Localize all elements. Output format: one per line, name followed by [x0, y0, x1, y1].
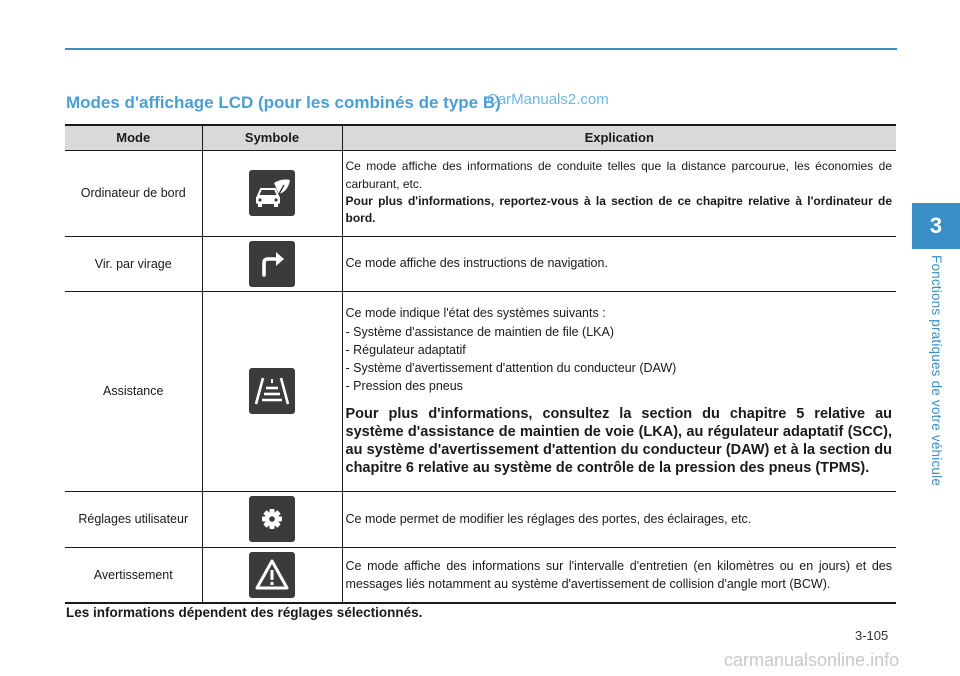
page-number: 3-105	[855, 628, 889, 643]
top-rule	[65, 48, 897, 50]
table-header-row	[65, 125, 896, 150]
trip-computer-icon	[249, 170, 295, 216]
column-header-explanation: Explication	[342, 125, 896, 150]
explanation-list-item: - Régulateur adaptatif	[345, 342, 466, 357]
explanation-list-item: - Système d'assistance de maintien de file (LKA)	[345, 324, 614, 339]
table-row	[65, 291, 896, 491]
watermark-top: CarManuals2.com	[487, 91, 609, 108]
gear-icon	[249, 496, 295, 542]
explanation-text: Ce mode affiche des instructions de navigation.	[345, 256, 608, 271]
footer-note: Les informations dépendent des réglages sélectionnés.	[66, 605, 423, 620]
explanation-cell	[342, 491, 896, 547]
explanation-text: Ce mode permet de modifier les réglages des portes, des éclairages, etc.	[345, 511, 752, 526]
turn-arrow-icon	[249, 241, 295, 287]
section-title: Modes d'affichage LCD (pour les combinés de type B)	[66, 93, 501, 112]
chapter-title: Fonctions pratiques de votre véhicule	[929, 255, 944, 487]
display-modes-table	[65, 124, 896, 604]
chapter-side-label	[926, 255, 946, 505]
column-header-symbol: Symbole	[202, 125, 342, 150]
symbol-cell	[202, 150, 342, 236]
explanation-cell	[342, 547, 896, 603]
mode-name: Avertissement	[65, 547, 202, 603]
table-row	[65, 491, 896, 547]
explanation-text: Ce mode affiche des informations sur l'intervalle d'entretien (en kilomètres ou en jours) et des messages liés notamment au système d'avertissement de collision d'angle mort (BCW).	[345, 558, 892, 591]
explanation-text: Ce mode indique l'état des systèmes suivants :	[345, 306, 606, 321]
column-header-mode: Mode	[65, 125, 202, 150]
table-row	[65, 236, 896, 291]
explanation-list-item: - Pression des pneus	[345, 378, 463, 393]
symbol-cell	[202, 236, 342, 291]
explanation-cell	[342, 236, 896, 291]
symbol-cell	[202, 547, 342, 603]
watermark-bottom: carmanualsonline.info	[724, 650, 900, 670]
mode-name: Ordinateur de bord	[65, 150, 202, 236]
explanation-cell	[342, 150, 896, 236]
mode-name: Assistance	[65, 291, 202, 491]
explanation-text: Ce mode affiche des informations de conduite telles que la distance parcourue, les économies de carburant, etc.	[345, 159, 892, 191]
table-row	[65, 150, 896, 236]
table-row	[65, 547, 896, 603]
explanation-cell	[342, 291, 896, 491]
chapter-tab: 3	[912, 203, 960, 249]
warning-icon	[249, 552, 295, 598]
explanation-list-item: - Système d'avertissement d'attention du conducteur (DAW)	[345, 360, 677, 375]
explanation-reference: Pour plus d'informations, reportez-vous à la section de ce chapitre relative à l'ordinateur de bord.	[345, 194, 892, 226]
symbol-cell	[202, 491, 342, 547]
explanation-reference: Pour plus d'informations, consultez la section du chapitre 5 relative au système d'assistance de maintien de voie (LKA), au régulateur adaptatif (SCC), au système d'avertissement d'attention du conducteur (DAW) et à la section du chapitre 6 relative au système de contrôle de la pression des pneus (TPMS).	[345, 406, 892, 477]
lane-assist-icon	[249, 368, 295, 414]
mode-name: Vir. par virage	[65, 236, 202, 291]
mode-name: Réglages utilisateur	[65, 491, 202, 547]
symbol-cell	[202, 291, 342, 491]
